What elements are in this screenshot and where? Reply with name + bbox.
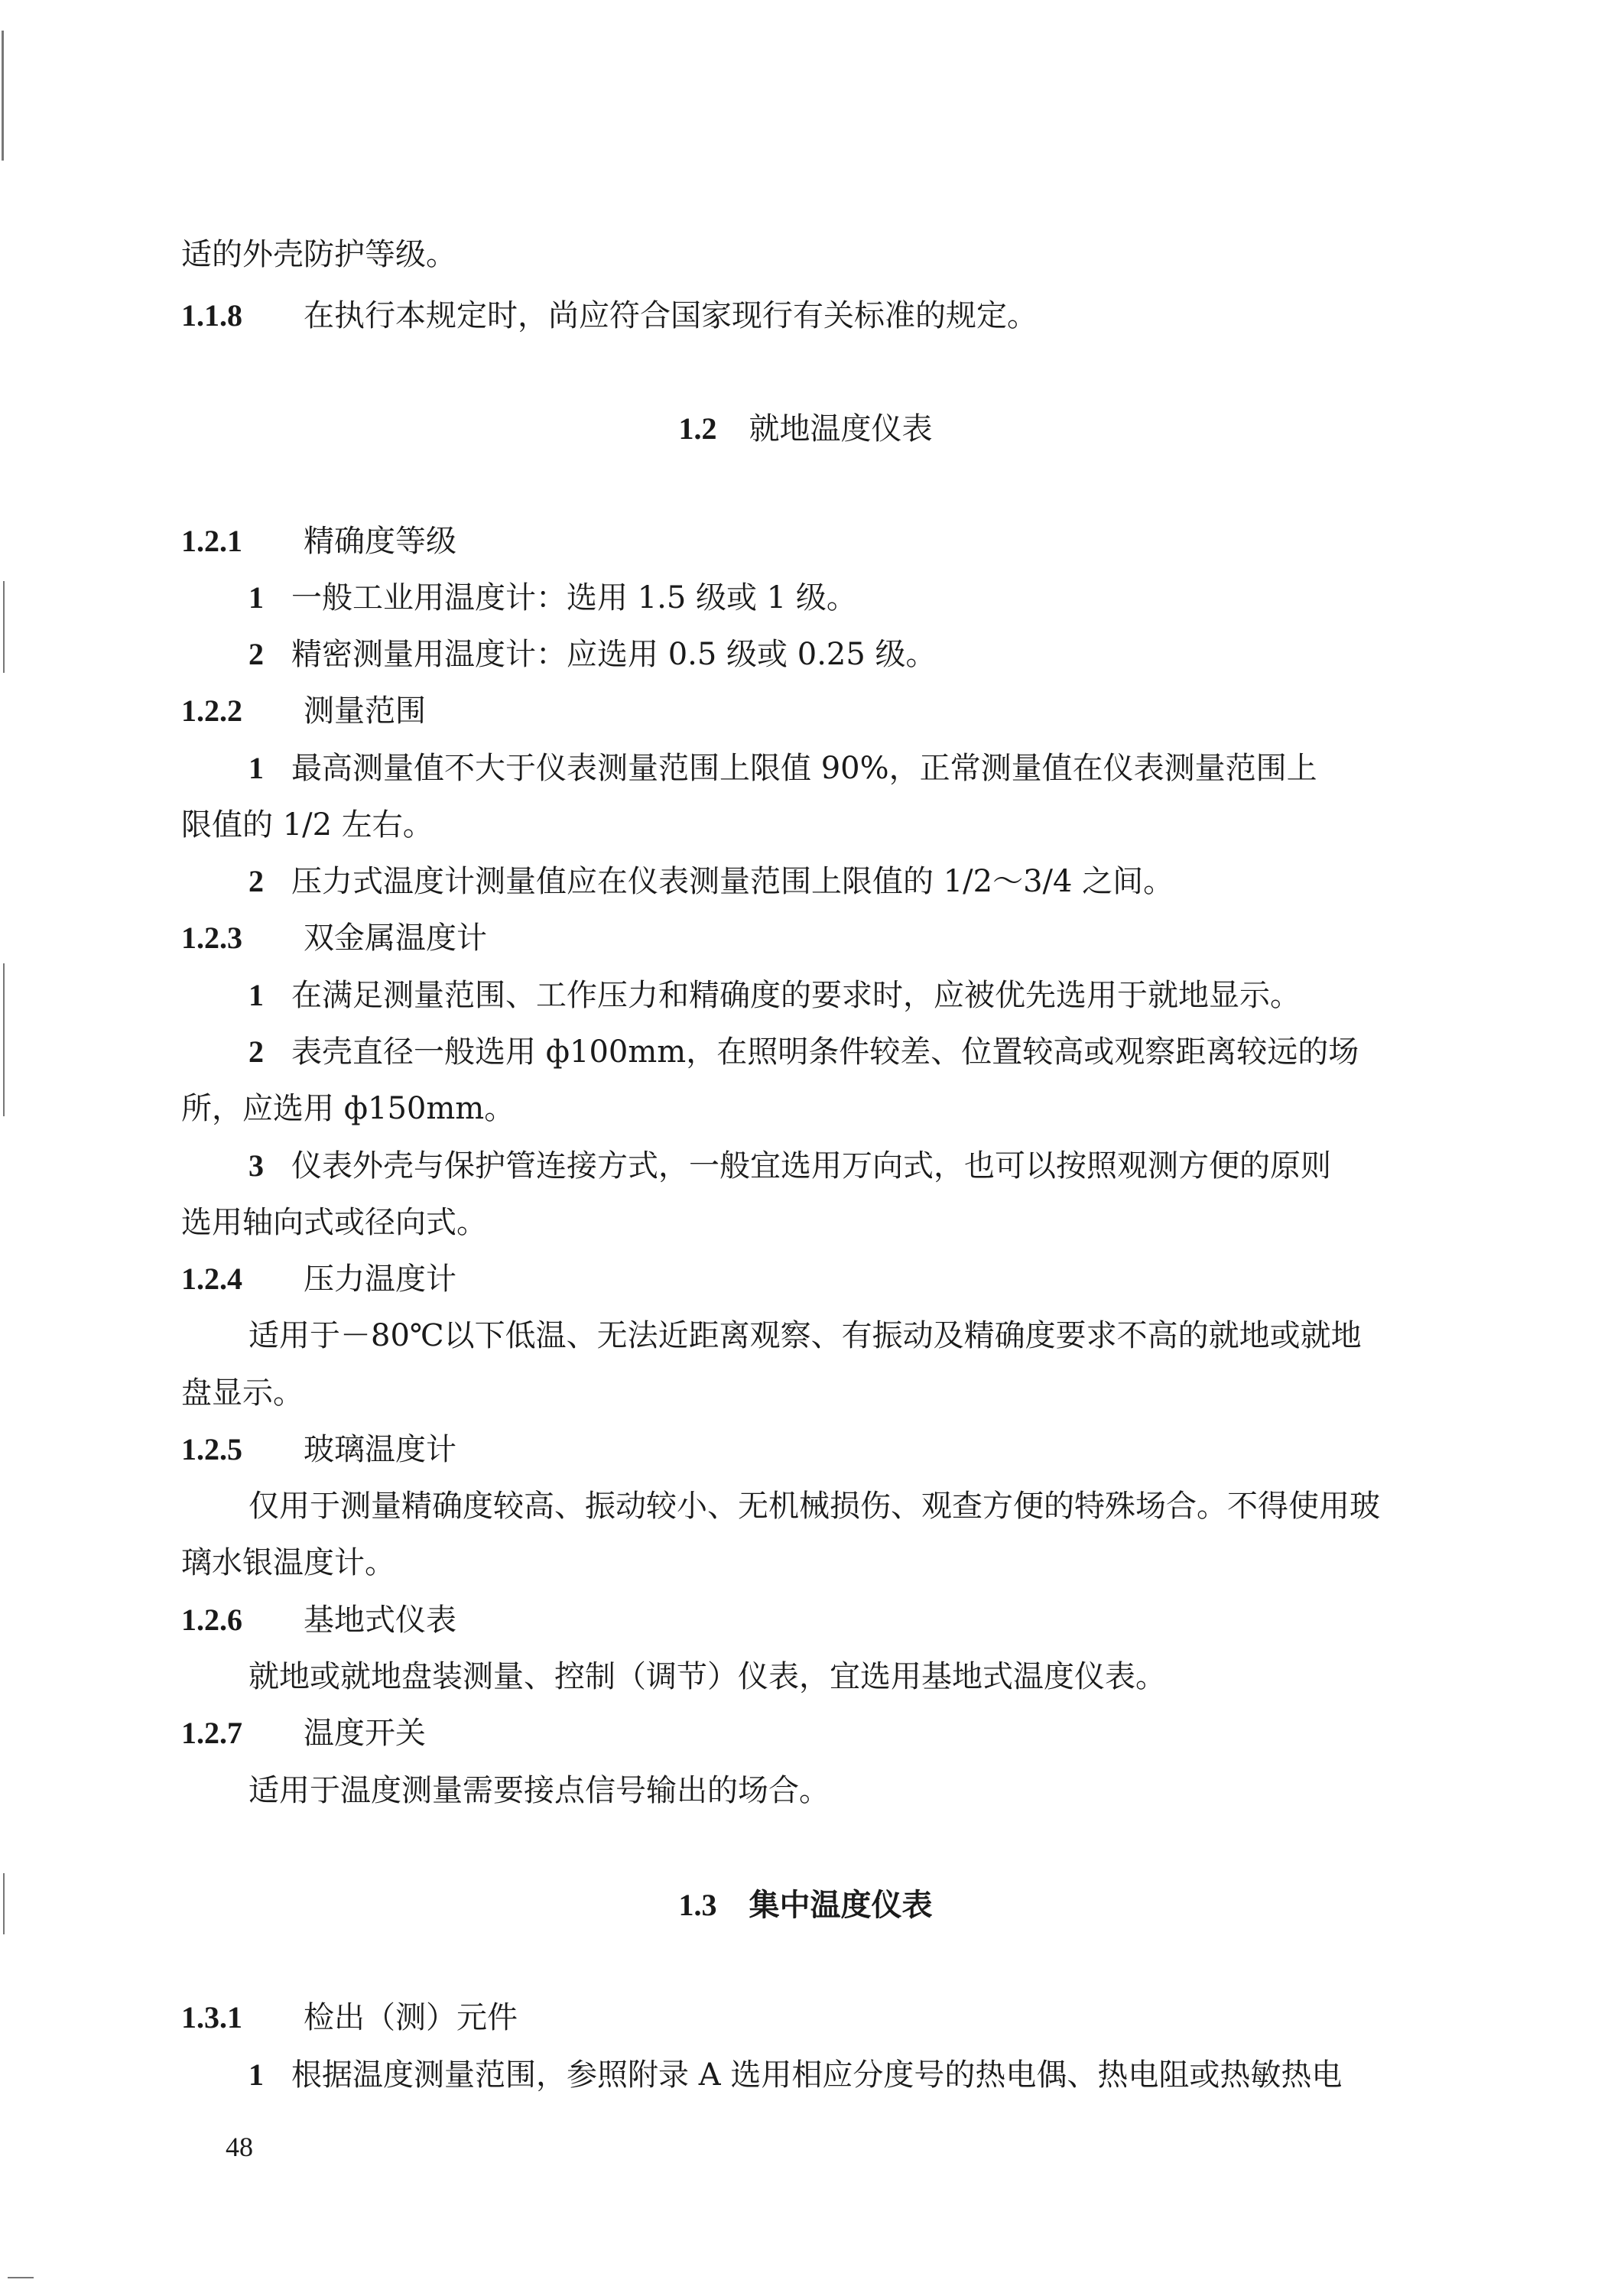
item-number: 1 <box>248 751 264 785</box>
scan-edge-mark <box>8 2277 34 2278</box>
clause-number: 1.2.2 <box>181 693 242 728</box>
item-number: 1 <box>248 580 264 615</box>
clause-body: 适用于温度测量需要接点信号输出的场合。 <box>248 1773 830 1808</box>
clause-number: 1.2.6 <box>181 1603 242 1637</box>
item-number: 2 <box>248 1034 264 1069</box>
item-number: 2 <box>248 637 264 671</box>
item-text: 根据温度测量范围，参照附录 A 选用相应分度号的热电偶、热电阻或热敏热电 <box>291 2057 1343 2093</box>
list-item <box>103 635 937 674</box>
item-number: 3 <box>248 1148 264 1183</box>
item-continuation: 所，应选用 ф150mm。 <box>181 1091 515 1126</box>
clause-title: 精确度等级 <box>304 524 456 559</box>
continued-text: 适的外壳防护等级。 <box>181 237 456 272</box>
section-title: 集中温度仪表 <box>749 1887 933 1923</box>
clause-1-2-6 <box>181 1601 456 1639</box>
clause-number: 1.2.3 <box>181 921 242 955</box>
clause-number: 1.2.7 <box>181 1716 242 1750</box>
clause-title: 压力温度计 <box>304 1262 456 1297</box>
section-heading-1-2 <box>0 410 1611 448</box>
clause-number: 1.2.4 <box>181 1262 242 1296</box>
clause-1-1-8 <box>181 297 1038 335</box>
clause-title: 温度开关 <box>304 1716 426 1751</box>
list-item <box>103 1147 1331 1185</box>
item-continuation: 选用轴向式或径向式。 <box>181 1205 487 1240</box>
clause-body: 就地或就地盘装测量、控制（调节）仪表，宜选用基地式温度仪表。 <box>248 1659 1166 1694</box>
clause-body: 仅用于测量精确度较高、振动较小、无机械损伤、观查方便的特殊场合。不得使用玻 <box>248 1489 1380 1524</box>
clause-1-2-5 <box>181 1431 456 1469</box>
clause-1-2-2 <box>181 692 426 730</box>
list-item <box>103 862 1174 901</box>
clause-body-continuation: 璃水银温度计。 <box>181 1545 395 1580</box>
clause-1-2-1 <box>181 522 456 560</box>
clause-body-continuation: 盘显示。 <box>181 1375 304 1411</box>
clause-1-2-4 <box>181 1260 456 1298</box>
scan-edge-mark <box>2 31 4 161</box>
page-number: 48 <box>226 2132 253 2162</box>
item-number: 1 <box>248 2057 264 2092</box>
clause-1-3-1 <box>181 1999 518 2037</box>
item-text: 表壳直径一般选用 ф100mm，在照明条件较差、位置较高或观察距离较远的场 <box>291 1034 1359 1070</box>
section-number: 1.2 <box>678 411 717 446</box>
clause-title: 基地式仪表 <box>304 1603 456 1638</box>
clause-body: 适用于－80℃以下低温、无法近距离观察、有振动及精确度要求不高的就地或就地 <box>248 1318 1362 1353</box>
list-item <box>103 2056 1342 2094</box>
clause-title: 测量范围 <box>304 693 426 729</box>
item-number: 2 <box>248 864 264 898</box>
clause-title: 双金属温度计 <box>304 921 487 956</box>
scan-edge-mark <box>3 581 5 673</box>
item-text: 最高测量值不大于仪表测量范围上限值 90%，正常测量值在仪表测量范围上 <box>291 751 1317 786</box>
item-text: 在满足测量范围、工作压力和精确度的要求时，应被优先选用于就地显示。 <box>291 978 1301 1013</box>
clause-number: 1.2.5 <box>181 1432 242 1466</box>
clause-number: 1.2.1 <box>181 524 242 558</box>
clause-1-2-7 <box>181 1714 426 1752</box>
clause-number: 1.3.1 <box>181 2000 242 2035</box>
scan-edge-mark <box>3 963 5 1116</box>
clause-title: 检出（测）元件 <box>304 2000 518 2035</box>
clause-title: 玻璃温度计 <box>304 1432 456 1467</box>
list-item <box>103 579 857 617</box>
item-text: 精密测量用温度计：应选用 0.5 级或 0.25 级。 <box>291 637 937 672</box>
section-title: 就地温度仪表 <box>749 411 933 447</box>
item-continuation: 限值的 1/2 左右。 <box>181 807 434 843</box>
item-text: 一般工业用温度计：选用 1.5 级或 1 级。 <box>291 580 857 615</box>
item-text: 压力式温度计测量值应在仪表测量范围上限值的 1/2～3/4 之间。 <box>291 864 1174 899</box>
clause-text: 在执行本规定时，尚应符合国家现行有关标准的规定。 <box>304 298 1038 333</box>
list-item <box>103 749 1317 788</box>
clause-1-2-3 <box>181 919 487 957</box>
item-text: 仪表外壳与保护管连接方式，一般宜选用万向式，也可以按照观测方便的原则 <box>291 1148 1331 1184</box>
section-number: 1.3 <box>678 1888 717 1922</box>
section-heading-1-3 <box>0 1886 1611 1924</box>
clause-number: 1.1.8 <box>181 298 242 333</box>
list-item <box>103 1033 1359 1071</box>
list-item <box>103 976 1301 1015</box>
item-number: 1 <box>248 978 264 1012</box>
